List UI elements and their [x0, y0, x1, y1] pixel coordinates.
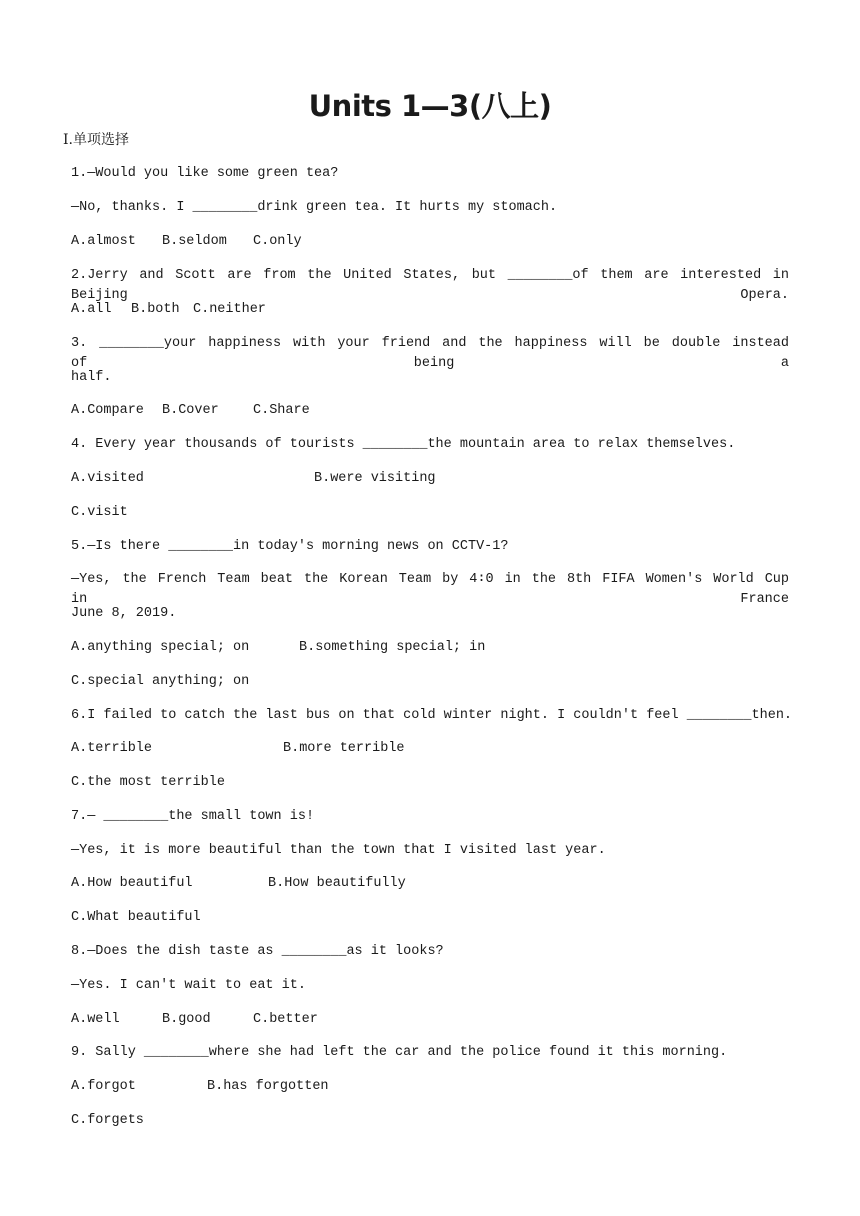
question-8-reply: —Yes. I can't wait to eat it. [71, 978, 306, 993]
question-2-option-b: B.both [131, 302, 180, 317]
question-4-stem: 4. Every year thousands of tourists ________the mountain area to relax themselves. [71, 437, 736, 452]
question-2-option-c: C.neither [193, 302, 266, 317]
question-7-stem: 7.— ________the small town is! [71, 809, 315, 824]
question-1-stem: 1.—Would you like some green tea? [71, 166, 339, 181]
question-7-reply: —Yes, it is more beautiful than the town that I visited last year. [71, 843, 606, 858]
question-7-option-a: A.How beautiful [71, 876, 193, 891]
question-3-stem-line-1: 3. ________your happiness with your friend and the happiness will be double instead of being a [71, 336, 789, 371]
page-title: Units 1—3(八上) [308, 89, 552, 123]
question-9-option-a: A.forgot [71, 1079, 136, 1094]
question-8-stem: 8.—Does the dish taste as ________as it looks? [71, 944, 444, 959]
question-4-option-a: A.visited [71, 471, 144, 486]
question-5-option-a: A.anything special; on [71, 640, 250, 655]
question-5-reply-line-1: —Yes, the French Team beat the Korean Team by 4∶0 in the 8th FIFA Women's World Cup in France [71, 572, 789, 607]
question-5-option-c: C.special anything; on [71, 674, 250, 689]
question-3-stem-line-2: half. [71, 370, 112, 385]
question-2-stem: 2.Jerry and Scott are from the United States, but ________of them are interested in Beijing Opera. [71, 268, 789, 303]
question-8-option-a: A.well [71, 1012, 120, 1027]
question-9-option-b: B.has forgotten [207, 1079, 329, 1094]
question-6-stem: 6.I failed to catch the last bus on that cold winter night. I couldn't feel ________then. [71, 708, 793, 723]
question-7-option-c: C.What beautiful [71, 910, 201, 925]
question-8-option-c: C.better [253, 1012, 318, 1027]
question-4-option-b: B.were visiting [314, 471, 436, 486]
question-6-option-c: C.the most terrible [71, 775, 225, 790]
question-5-option-b: B.something special; in [299, 640, 486, 655]
question-1-option-c: C.only [253, 234, 302, 249]
question-5-stem: 5.—Is there ________in today's morning news on CCTV-1? [71, 539, 509, 554]
section-heading: Ⅰ.单项选择 [63, 132, 129, 148]
question-8-option-b: B.good [162, 1012, 211, 1027]
question-1-reply: —No, thanks. I ________drink green tea. It hurts my stomach. [71, 200, 558, 215]
question-9-option-c: C.forgets [71, 1113, 144, 1128]
question-6-option-b: B.more terrible [283, 741, 405, 756]
question-1-option-b: B.seldom [162, 234, 227, 249]
question-1-option-a: A.almost [71, 234, 136, 249]
question-5-reply-line-2: June 8, 2019. [71, 606, 177, 621]
question-3-option-b: B.Cover [162, 403, 219, 418]
question-3-option-c: C.Share [253, 403, 310, 418]
question-3-option-a: A.Compare [71, 403, 144, 418]
question-4-option-c: C.visit [71, 505, 128, 520]
question-7-option-b: B.How beautifully [268, 876, 406, 891]
question-9-stem: 9. Sally ________where she had left the car and the police found it this morning. [71, 1045, 728, 1060]
question-6-option-a: A.terrible [71, 741, 153, 756]
question-2-option-a: A.all [71, 302, 112, 317]
